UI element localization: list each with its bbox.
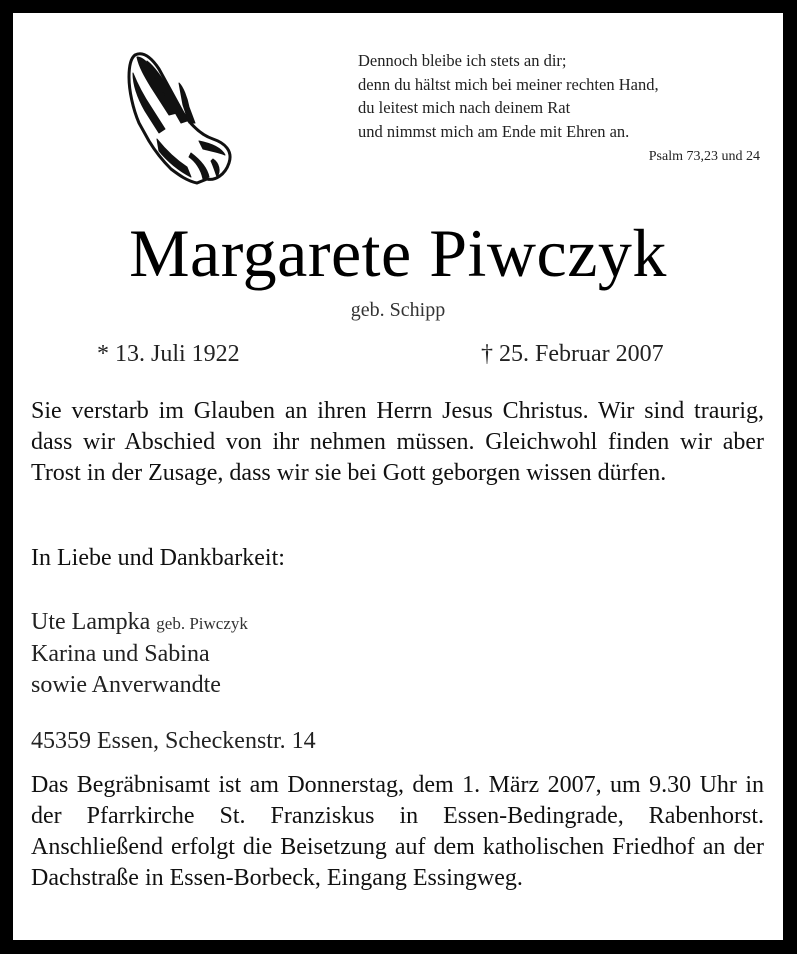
psalm-verse <box>358 49 778 169</box>
verse-line: und nimmst mich am Ende mit Ehren an. <box>358 121 630 141</box>
deceased-name: Margarete Piwczyk <box>129 215 667 291</box>
verse-reference: Psalm 73,23 und 24 <box>648 149 760 164</box>
faith-message: Sie verstarb im Glauben an ihren Herrn Jesus Christus. Wir sind traurig, dass wir Abschied von ihr nehmen müssen. Gleichwohl finden wir aber Trost in der Zusage, dass wir sie bei Gott geborgen wissen dürfen. <box>31 398 764 486</box>
mourner-name: sowie Anverwandte <box>31 672 221 698</box>
mourners-list <box>31 607 248 701</box>
verse-line: denn du hältst mich bei meiner rechten Hand, <box>358 74 659 94</box>
maiden-name: geb. Schipp <box>350 299 446 321</box>
verse-line: du leitest mich nach deinem Rat <box>358 98 571 117</box>
praying-hands-icon <box>121 43 241 185</box>
mourner <box>31 639 248 670</box>
family-address: 45359 Essen, Scheckenstr. 14 <box>31 728 316 754</box>
mourner <box>31 670 248 701</box>
mourner <box>31 607 248 639</box>
birth-date: * 13. Juli 1922 <box>97 341 240 367</box>
verse-line: Dennoch bleibe ich stets an dir; <box>358 51 567 70</box>
mourner-name: Ute Lampka <box>31 609 151 635</box>
death-date: † 25. Februar 2007 <box>481 341 664 367</box>
mourner-note: geb. Piwczyk <box>156 614 248 633</box>
mourner-name: Karina und Sabina <box>31 641 210 667</box>
closing-line: In Liebe und Dankbarkeit: <box>31 545 285 571</box>
obituary-notice <box>13 13 783 940</box>
funeral-details: Das Begräbnisamt ist am Donnerstag, dem 1. März 2007, um 9.30 Uhr in der Pfarrkirche St. Franziskus in Essen-Bedingrade, Rabenhorst. Anschließend erfolgt die Beisetzung auf dem katholischen Friedhof an der Dachstraße in Essen-Borbeck, Eingang Essingweg. <box>31 772 764 891</box>
